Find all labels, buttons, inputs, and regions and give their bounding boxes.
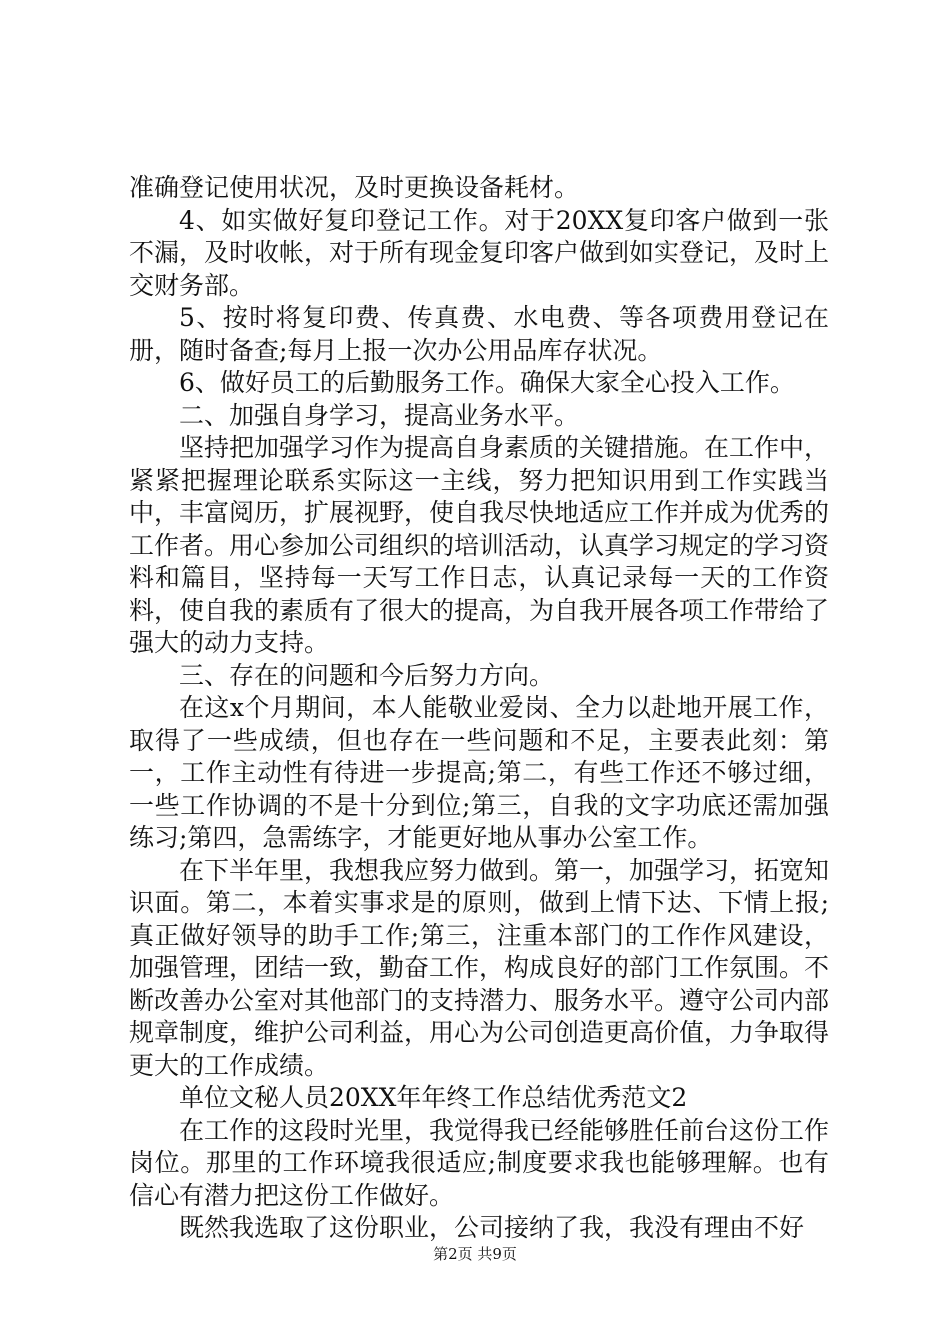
paragraph: 准确登记使用状况，及时更换设备耗材。	[129, 173, 580, 202]
paragraph: 坚持把加强学习作为提高自身素质的关键措施。在工作中，紧紧把握理论联系实际这一主线，努力把知识用到工作实践当中，丰富阅历，扩展视野，使自我尽快地适应工作并成为优秀的工作者。用心参加公司组织的培训活动，认真学习规定的学习资料和篇目，坚持每一天写工作日志，认真记录每一天的工作资料，使自我的素质有了很大的提高，为自我开展各项工作带给了强大的动力支持。	[129, 433, 830, 657]
paragraph: 在这x个月期间，本人能敬业爱岗、全力以赴地开展工作，取得了一些成绩，但也存在一些问题和不足，主要表此刻：第一，工作主动性有待进一步提高;第二，有些工作还不够过细，一些工作协调的不是十分到位;第三，自我的文字功底还需加强练习;第四，急需练字，才能更好地从事办公室工作。	[129, 693, 829, 852]
paragraph: 在下半年里，我想我应努力做到。第一，加强学习，拓宽知识面。第二，本着实事求是的原则，做到上情下达、下情上报;真正做好领导的助手工作;第三，注重本部门的工作作风建设，加强管理，团结一致，勤奋工作，构成良好的部门工作氛围。不断改善办公室对其他部门的支持潜力、服务水平。遵守公司内部规章制度，维护公司利益，用心为公司创造更高价值，力争取得更大的工作成绩。	[129, 855, 830, 1080]
paragraph: 三、存在的问题和今后努力方向。	[179, 660, 555, 690]
paragraph: 单位文秘人员20XX年年终工作总结优秀范文2	[179, 1083, 688, 1112]
paragraph: 6、做好员工的后勤服务工作。确保大家全心投入工作。	[179, 368, 795, 397]
paragraph: 在工作的这段时光里，我觉得我已经能够胜任前台这份工作岗位。那里的工作环境我很适应;制度要求我也能够理解。也有信心有潜力把这份工作做好。	[129, 1115, 830, 1210]
paragraph: 5、按时将复印费、传真费、水电费、等各项费用登记在册，随时备查;每月上报一次办公用品库存状况。	[129, 303, 829, 365]
page-footer: 第2页 共9页	[433, 1245, 517, 1263]
paragraph: 二、加强自身学习，提高业务水平。	[179, 400, 580, 430]
document-body	[129, 172, 829, 1245]
paragraph: 既然我选取了这份职业，公司接纳了我，我没有理由不好	[179, 1213, 805, 1242]
paragraph: 4、如实做好复印登记工作。对于20XX复印客户做到一张不漏，及时收帐，对于所有现金复印客户做到如实登记，及时上交财务部。	[129, 205, 830, 300]
